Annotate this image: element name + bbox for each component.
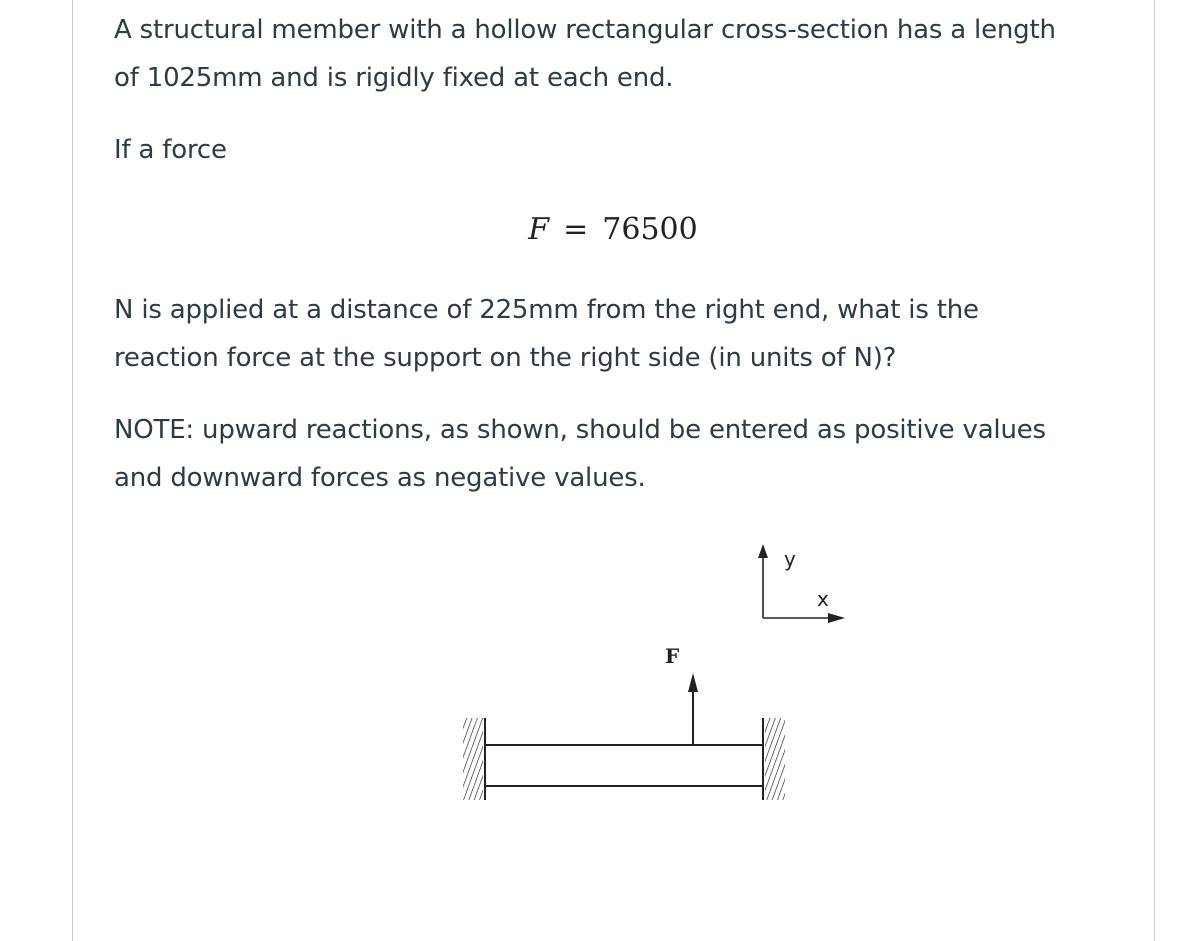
force-intro: If a force — [114, 135, 227, 165]
equation-variable: F — [528, 212, 550, 247]
force-equation — [0, 206, 1192, 254]
problem-statement: A structural member with a hollow rectangular cross-section has a length of 1025mm and is rigidly fixed at each end. — [114, 15, 1056, 93]
left-fixed-support — [463, 718, 485, 800]
sign-convention-note: NOTE: upward reactions, as shown, should be entered as positive values and downward forces as negative values. — [114, 415, 1046, 493]
x-axis-label: x — [817, 587, 829, 611]
question-text: N is applied at a distance of 225mm from the right end, what is the reaction force at the support on the right side (in units of N)? — [114, 295, 979, 373]
y-axis-label: y — [784, 547, 796, 571]
beam-diagram — [455, 530, 855, 800]
force-label: F — [665, 644, 680, 668]
beam — [485, 745, 763, 786]
coordinate-axes — [758, 544, 845, 623]
force-arrow — [688, 673, 698, 745]
right-fixed-support — [763, 718, 785, 800]
equation-operator: = — [563, 212, 589, 247]
equation-value: 76500 — [602, 212, 698, 247]
